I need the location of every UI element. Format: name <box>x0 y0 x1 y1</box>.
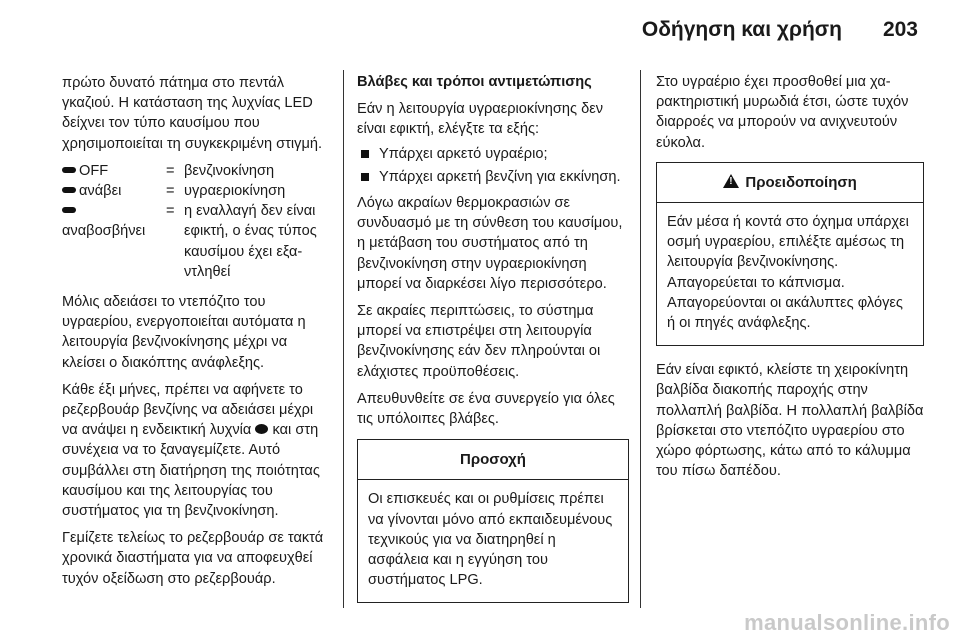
equals-sign: = <box>166 162 175 179</box>
check-list <box>357 144 629 187</box>
paragraph: Εάν η λειτουργία υγραεριοκίνησης δεν είναι εφικτή, ελέγξτε τα εξής: <box>357 101 603 138</box>
led-state: OFF <box>79 162 109 179</box>
led-bar-icon <box>62 187 76 193</box>
led-status-table <box>62 161 332 282</box>
paragraph-part: Κάθε έξι μήνες, πρέπει να αφήνετε το ρεζερβουάρ βενζίνης να αδειάσει μέχρι να ανάψει η ενδεικτική λυχνία <box>62 381 314 439</box>
led-bar-icon <box>62 167 76 173</box>
paragraph: Μόλις αδειάσει το ντεπόζιτο του υγραερίου, ενεργοποιείται αυτόματα η λειτουργία βενζινοκίνησης μέχρι να κλείσει ο διακόπτης ανάφλεξης. <box>62 294 306 371</box>
column-2 <box>357 72 629 603</box>
led-meaning: βενζινοκίνηση <box>184 162 275 179</box>
led-state: αναβοσβήνει <box>62 223 146 240</box>
warning-triangle-icon <box>723 174 739 188</box>
column-1 <box>62 73 332 596</box>
warning-text: Εάν μέσα ή κοντά στο όχημα υπάρχει οσμή υγραερίου, επιλέξτε αμέσως τη λειτουργία βενζινοκίνησης. Απαγορεύεται το κάπνισμα. Απαγορεύονται οι ακάλυπτες φλόγες ή οι πηγές ανάφλεξης. <box>667 214 909 332</box>
column-divider <box>343 70 344 608</box>
led-row <box>62 181 332 201</box>
caution-box <box>357 439 629 603</box>
paragraph <box>62 380 332 521</box>
warning-box <box>656 162 924 346</box>
led-meaning: υγραεριοκίνηση <box>184 183 286 200</box>
led-row <box>62 201 332 282</box>
page-header <box>0 0 960 58</box>
column-divider <box>640 70 641 608</box>
list-item: Υπάρχει αρκετό υγραέριο; <box>357 144 629 164</box>
paragraph: Σε ακραίες περιπτώσεις, το σύστημα μπορεί να επιστρέψει στη λειτουργία βενζινοκίνησης εάν δεν πληρούνται οι ελάχιστες προϋποθέσεις. <box>357 303 601 380</box>
led-row <box>62 161 332 181</box>
column-3 <box>656 72 924 488</box>
led-state: ανάβει <box>79 183 122 200</box>
page-title: Οδήγηση και χρήση <box>641 18 842 41</box>
equals-sign: = <box>166 203 175 220</box>
paragraph: πρώτο δυνατό πάτημα στο πεντάλ γκαζιού. Η κατάσταση της λυχνίας LED δείχνει τον τύπο καυσίμου που χρησιμοποιείται τη συγκεκριμένη στιγμή. <box>62 75 323 152</box>
list-item: Υπάρχει αρκετή βενζίνη για εκκίνηση. <box>357 167 629 187</box>
paragraph: Λόγω ακραίων θερμοκρασιών σε συνδυασμό με τη σύνθεση του καυσίμου, η μετάβαση του συστήματος από τη βενζινοκίνηση στην υγραεριοκίνηση μπορεί να διαρκέσει λίγο περισσότερο. <box>357 195 623 292</box>
watermark: manualsonline.info <box>744 610 950 635</box>
led-bar-icon <box>62 207 76 213</box>
page-number: 203 <box>882 18 918 41</box>
paragraph: Εάν είναι εφικτό, κλείστε τη χειροκίνητη βαλβίδα διακοπής παροχής στην πολλαπλή βαλβίδα. Η πολλαπλή βαλβίδα βρίσκεται στο ντεπόζιτο υγραερίου στο χώρο φόρτωσης, κάτω από το κάλυμμα του πίσω δαπέδου. <box>656 362 924 480</box>
caution-text: Οι επισκευές και οι ρυθμίσεις πρέπει να γίνονται μόνο από εκπαιδευμένους τεχνικούς για να διατηρηθεί η ασφάλεια και η εγγύηση του συστήματος LPG. <box>368 491 613 589</box>
warning-title: Προειδοποίηση <box>745 173 857 191</box>
caution-title: Προσοχή <box>358 440 628 480</box>
paragraph: Στο υγραέριο έχει προσθοθεί μια χαρακτηριστική μυρωδιά έτσι, ώστε τυχόν διαρροές να μπορούν να ανιχνευτούν εύκολα. <box>656 74 909 151</box>
equals-sign: = <box>166 183 175 200</box>
led-meaning: η εναλλαγή δεν είναι εφικτή, ο ένας τύπος καυσίμου έχει εξαντληθεί <box>184 203 317 280</box>
indicator-lamp-icon <box>255 424 268 434</box>
paragraph: Απευθυνθείτε σε ένα συνεργείο για όλες τις υπόλοιπες βλάβες. <box>357 390 615 428</box>
paragraph: Γεμίζετε τελείως το ρεζερβουάρ σε τακτά χρονικά διαστήματα για να αποφευχθεί τυχόν οξείδωση στο ρεζερβουάρ. <box>62 530 324 587</box>
paragraph-part: και στη συνέχεια να το ξαναγεμίζετε. Αυτό συμβάλλει στη διατήρηση της ποιότητας καυσίμου και της λειτουργίας του συστήματος για τη βενζινοκίνηση. <box>62 422 320 520</box>
section-heading: Βλάβες και τρόποι αντιμετώπισης <box>357 74 592 90</box>
warning-header <box>657 163 923 203</box>
